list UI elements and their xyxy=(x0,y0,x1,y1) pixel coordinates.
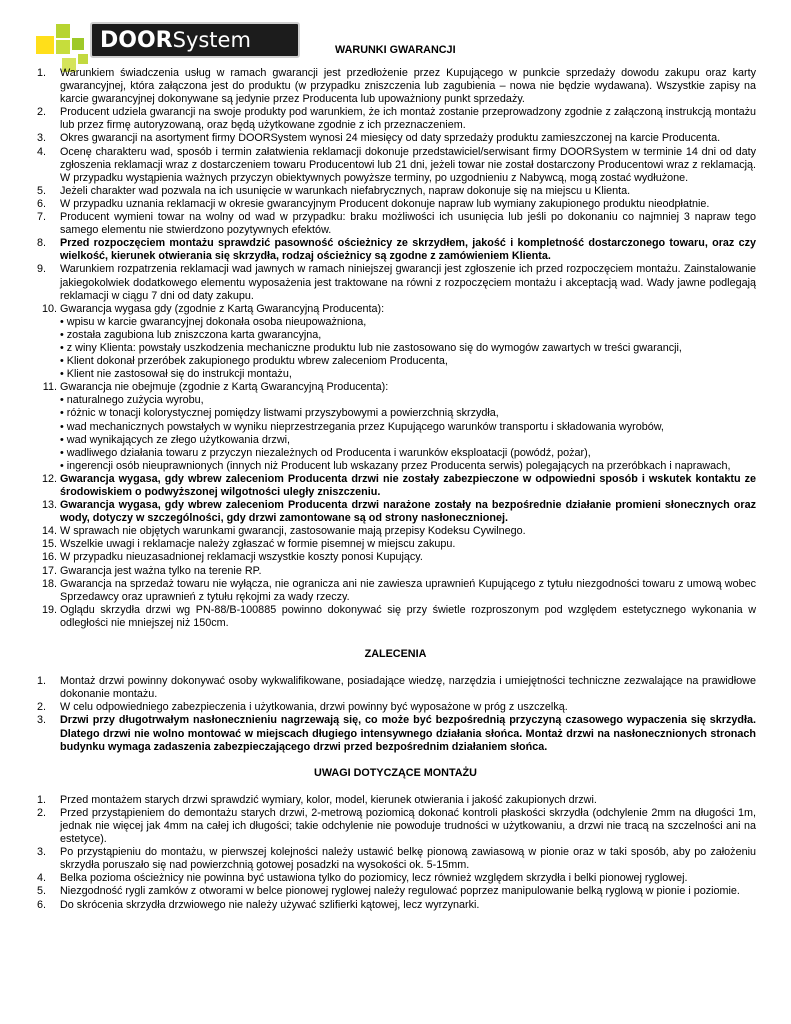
warranty-item xyxy=(35,211,756,237)
item-number: 16. xyxy=(41,551,57,564)
installation-note-item xyxy=(35,794,756,807)
item-text: Warunkiem świadczenia usług w ramach gwarancji jest przedłożenie przez Kupującego w punkcie sprzedaży dowodu zakupu oraz karty gwarancyjnej, która załączona jest do produktu (w przypadku zniszczenia lub zagubienia – nowa nie będzie wydawana). Wszystkie zapisy na karcie gwarancyjnej dokonywane są jedynie przez Producenta lub upoważniony punkt sprzedaży. xyxy=(60,67,756,106)
item-text: W przypadku nieuzasadnionej reklamacji wszystkie koszty ponosi Kupujący. xyxy=(60,551,423,564)
item-number: 6. xyxy=(37,898,47,911)
item-number: 1. xyxy=(37,67,47,79)
item-text: Gwarancja wygasa gdy (zgodnie z Kartą Gwarancyjną Producenta): xyxy=(60,302,385,315)
item-text: Oglądu skrzydła drzwi wg PN-88/B-100885 powinno dokonywać się przy świetle rozproszonym pod względem estetycznego wykonania w odległości nie mniejszej niż 150cm. xyxy=(60,603,756,629)
item-text: Gwarancja jest ważna tylko na terenie RP. xyxy=(60,564,262,577)
item-text: Do skrócenia skrzydła drzwiowego nie należy używać szlifierki kątowej, lecz wyrzynarki. xyxy=(60,898,480,911)
warranty-item xyxy=(35,67,756,106)
bullet-point: • Klient dokonał przeróbek zakupionego produktu wbrew zaleceniom Producenta, xyxy=(60,355,448,368)
warranty-item xyxy=(35,146,756,185)
item-number: 2. xyxy=(37,806,47,819)
item-text: Wszelkie uwagi i reklamacje należy zgłaszać w formie pisemnej w miejscu zakupu. xyxy=(60,538,456,551)
item-number: 7. xyxy=(37,211,47,224)
bullet-point: • wpisu w karcie gwarancyjnej dokonała osoba nieupoważniona, xyxy=(60,315,367,328)
item-number: 19. xyxy=(41,603,57,616)
warranty-item xyxy=(35,263,756,302)
warranty-item xyxy=(35,551,756,564)
item-number: 3. xyxy=(37,846,47,859)
item-text: Ocenę charakteru wad, sposób i termin załatwienia reklamacji dokonuje przedstawiciel/serwisant firmy DOORSystem w terminie 14 dni od daty zgłoszenia reklamacji wraz z dostarczeniem towaru Producentowi lub 21 dni, jeżeli towar nie został dostarczony Producentowi wraz z reklamacją. W przypadku wystąpienia ważnych przyczyn obiektywnych powyższe terminy, po uzgodnieniu z Nabywcą, mogą zostać wydłużone. xyxy=(60,145,756,184)
item-number: 1. xyxy=(37,675,47,688)
item-number: 10. xyxy=(41,302,57,315)
bullet-point: • z winy Klienta: powstały uszkodzenia mechaniczne produktu lub nie zastosowano się do wymogów zawartych w treści gwarancji, xyxy=(60,341,682,354)
bullet-point: • wadliwego działania towaru z przyczyn niezależnych od Producenta i warunków eksploatacji (powódź, pożar), xyxy=(60,446,591,459)
bullet-point: • została zagubiona lub zniszczona karta gwarancyjna, xyxy=(60,328,322,341)
installation-note-item xyxy=(35,807,756,846)
item-number: 17. xyxy=(41,564,57,577)
warranty-item xyxy=(35,198,756,211)
item-text: Po przystąpieniu do montażu, w pierwszej kolejności należy ustawić belkę pionową zawiasową w pionie oraz w taki sposób, aby po założeniu skrzydła poruszało się nad powierzchnią gotowej posadzki na wysokości ok. 5-15mm. xyxy=(60,846,756,872)
installation-note-item xyxy=(35,899,756,912)
item-number: 12. xyxy=(41,472,57,485)
item-number: 2. xyxy=(37,106,47,119)
item-number: 3. xyxy=(37,132,47,145)
recommendation-item xyxy=(35,675,756,701)
item-text: Przed przystąpieniem do demontażu starych drzwi, 2-metrową poziomicą dokonać kontroli płaskości skrzydła (odchylenie 2mm na długości 1m, jednak nie więcej jak 4mm na całej ich długości; takie odchylenie nie powoduje trudności w użytkowaniu, a drzwi nie tracą na szczelności ani na estetyce). xyxy=(60,806,756,846)
installation-note-item xyxy=(35,872,756,885)
warranty-item xyxy=(35,525,756,538)
item-text: Producent udziela gwarancji na swoje produkty pod warunkiem, że ich montaż zostanie przeprowadzony zgodnie z załączoną instrukcją montażu lub przez firmę autoryzowaną, oraz będą użytkowane zgodnie z ich przeznaczeniem. xyxy=(60,106,756,132)
item-text: W przypadku uznania reklamacji w okresie gwarancyjnym Producent dokonuje napraw lub wymiany zakupionego produktu nieodpłatnie. xyxy=(60,197,710,210)
logo-square-green xyxy=(56,24,70,38)
item-text: W celu odpowiedniego zabezpieczenia i użytkowania, drzwi powinny być wyposażone w próg z uszczelką. xyxy=(60,701,568,714)
warranty-item xyxy=(35,381,756,473)
item-text: Drzwi przy długotrwałym nasłonecznieniu nagrzewają się, co może być bezpośrednią przyczyną czasowego wypaczenia się skrzydła. Dlatego drzwi nie wolno montować w miejscach długiego intensywnego działania słońca. Montaż drzwi na nasłonecznionych stronach budynku wymaga zadaszenia zabezpieczającego drzwi przed bezpośrednim działaniem słońca. xyxy=(60,714,756,753)
warranty-item xyxy=(35,237,756,263)
bullet-point: • naturalnego zużycia wyrobu, xyxy=(60,394,204,407)
item-text: Gwarancja nie obejmuje (zgodnie z Kartą Gwarancyjną Producenta): xyxy=(60,381,389,394)
item-number: 18. xyxy=(41,577,57,590)
item-number: 13. xyxy=(41,499,57,512)
item-number: 9. xyxy=(37,263,47,276)
warranty-item xyxy=(35,106,756,132)
recommendations-title: ZALECENIA xyxy=(364,648,427,661)
warranty-item xyxy=(35,303,756,382)
installation-notes-title: UWAGI DOTYCZĄCE MONTAŻU xyxy=(314,766,477,779)
warranty-item xyxy=(35,604,756,630)
bullet-point: • wad mechanicznych powstałych w wyniku nieprzestrzegania przez Kupującego warunków transportu i składowania wyrobów, xyxy=(60,420,664,433)
item-text: Jeżeli charakter wad pozwala na ich usunięcie w warunkach niefabrycznych, napraw dokonuje się na miejscu u Klienta. xyxy=(60,184,631,197)
item-text: Montaż drzwi powinny dokonywać osoby wykwalifikowane, posiadające wiedzę, narzędzia i umiejętności techniczne zezwalające na prawidłowe dokonanie montażu. xyxy=(60,675,756,701)
logo-brand-light: System xyxy=(172,28,251,52)
item-text: Przed montażem starych drzwi sprawdzić wymiary, kolor, model, kierunek otwierania i jakość zakupionych drzwi. xyxy=(60,793,597,806)
item-text: Gwarancja wygasa, gdy wbrew zaleceniom Producenta drzwi nie zostały zabezpieczone w odpowiedni sposób i wskutek kontaktu ze środowiskiem o podwyższonej wilgotności uległy zniszczeniu. xyxy=(60,472,756,498)
warranty-item xyxy=(35,578,756,604)
recommendation-item xyxy=(35,714,756,753)
item-text: Producent wymieni towar na wolny od wad w przypadku: braku możliwości ich usunięcia lub jeśli po dokonaniu co najmniej 3 napraw tego samego elementu nie stwierdzono pozytywnych efektów. xyxy=(60,211,756,237)
item-number: 6. xyxy=(37,197,47,210)
warranty-item xyxy=(35,132,756,145)
installation-note-item xyxy=(35,846,756,872)
item-number: 14. xyxy=(41,525,57,538)
item-number: 8. xyxy=(37,237,47,250)
warranty-item xyxy=(35,565,756,578)
item-number: 11. xyxy=(42,381,57,394)
recommendation-item xyxy=(35,701,756,714)
installation-note-item xyxy=(35,885,756,898)
item-number: 1. xyxy=(37,793,47,806)
item-number: 5. xyxy=(37,184,47,197)
warranty-item xyxy=(35,538,756,551)
bullet-point: • ingerencji osób nieuprawnionych (innych niż Producent lub wskazany przez Producenta serwis) polegających na przeróbkach i naprawach, xyxy=(60,459,731,472)
item-text: Warunkiem rozpatrzenia reklamacji wad jawnych w ramach niniejszej gwarancji jest zgłoszenie ich przed rozpoczęciem montażu. Zainstalowanie jakiegokolwiek dodatkowego elementu wyposażenia jest traktowane na równi z rozpoczęciem montażu i akceptacją wad. Wady jawne podlegają reklamacji w ciągu 7 dni od daty zakupu. xyxy=(60,263,756,302)
item-text: Belka pozioma ościeżnicy nie powinna być ustawiona tylko do poziomicy, lecz również względem skrzydła i belki pionowej ryglowej. xyxy=(60,872,688,885)
item-text: Przed rozpoczęciem montażu sprawdzić pasowność ościeżnicy ze skrzydłem, jakość i kompletność dostarczonego towaru, oraz czy wielkość, kierunek otwierania się skrzydła, rodzaj ościeżnicy są zgodne z zamówieniem Klienta. xyxy=(60,237,756,263)
bullet-point: • wad wynikających ze złego użytkowania drzwi, xyxy=(60,433,291,446)
item-text: Okres gwarancji na asortyment firmy DOORSystem wynosi 24 miesięcy od daty sprzedaży produktu zamieszczonej na karcie Producenta. xyxy=(60,132,721,145)
warranty-item xyxy=(35,185,756,198)
warranty-item xyxy=(35,473,756,499)
warranty-list xyxy=(35,67,756,630)
item-text: W sprawach nie objętych warunkami gwarancji, zastosowanie mają przepisy Kodeksu Cywilnego. xyxy=(60,525,526,538)
logo-brand-bold: DOOR xyxy=(100,27,173,53)
item-number: 15. xyxy=(41,538,57,551)
item-number: 2. xyxy=(37,701,47,714)
item-number: 5. xyxy=(37,885,47,898)
document-body xyxy=(35,40,756,912)
warranty-title: WARUNKI GWARANCJI xyxy=(335,44,456,56)
warranty-item xyxy=(35,499,756,525)
item-number: 3. xyxy=(37,714,47,727)
recommendations-list xyxy=(35,675,756,754)
item-text: Gwarancja wygasa, gdy wbrew zaleceniom Producenta drzwi narażone zostały na bezpośrednie działanie promieni słonecznych oraz wody, dotyczy w szczególności, gdy drzwi zamontowane są od strony nasłonecznionej. xyxy=(60,499,756,525)
item-text: Niezgodność rygli zamków z otworami w belce pionowej ryglowej należy regulować poprzez manipulowanie belką ryglową w pionie i poziomie. xyxy=(60,885,740,898)
item-text: Gwarancja na sprzedaż towaru nie wyłącza, nie ogranicza ani nie zawiesza uprawnień Kupującego z tytułu niezgodności towaru z umową wobec Sprzedawcy oraz uprawnień z tytułu rękojmi za wady rzeczy. xyxy=(60,577,756,603)
bullet-point: • różnic w tonacji kolorystycznej pomiędzy listwami przyszybowymi a powierzchnią skrzydła, xyxy=(60,407,499,420)
item-number: 4. xyxy=(37,145,47,158)
item-number: 4. xyxy=(37,872,47,885)
installation-notes-list xyxy=(35,794,756,912)
bullet-point: • Klient nie zastosował się do instrukcji montażu, xyxy=(60,368,292,381)
